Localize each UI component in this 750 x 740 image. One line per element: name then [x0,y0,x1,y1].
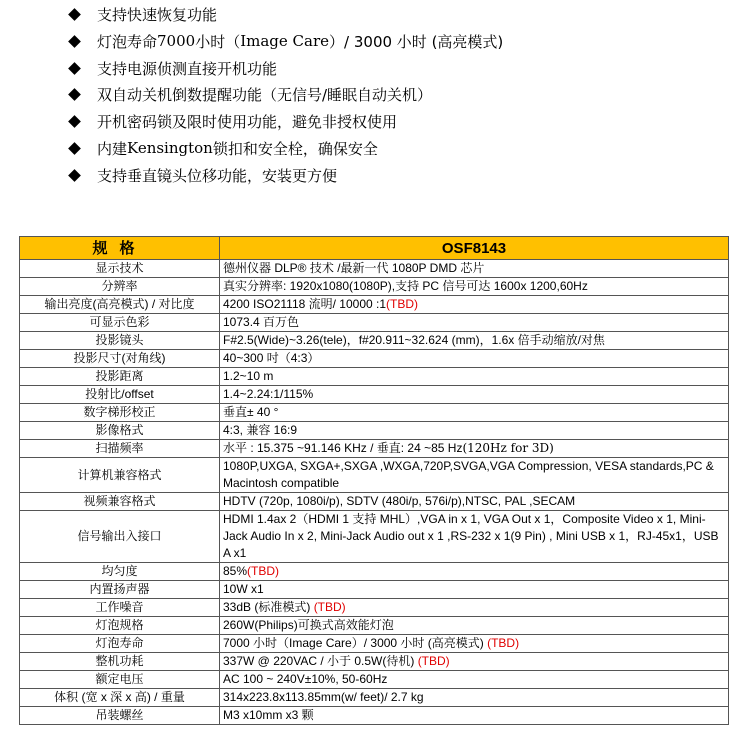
spec-value-cell [220,440,729,458]
tbd-note: (TBD) [487,636,520,650]
spec-value: 7000 小时（Image Care）/ 3000 小时 (高亮模式) [223,636,488,650]
spec-row [20,440,729,458]
feature-text: 双自动关机倒数提醒功能（无信号/睡眠自动关机） [97,85,433,104]
feature-text-mid: 小时（ [195,32,241,51]
spec-row [20,422,729,440]
spec-value: 1.2~10 m [223,369,274,383]
spec-value: 40~300 吋（4:3） [223,351,320,365]
diamond-bullet-icon [68,115,81,128]
spec-row [20,386,729,404]
feature-text-prefix: 内建 [97,139,128,158]
feature-text: 支持垂直镜头位移功能，安装更方便 [97,166,338,185]
spec-key: 整机功耗 [20,653,220,671]
spec-row [20,671,729,689]
feature-text: 支持电源侦测直接开机功能 [97,59,278,78]
spec-row [20,599,729,617]
spec-value: 1.4~2.24:1/115% [223,387,314,401]
spec-row [20,350,729,368]
feature-text-serif: Kensington [127,139,213,157]
tbd-note: (TBD) [386,297,419,311]
spec-row [20,511,729,563]
spec-value-cell [220,368,729,386]
spec-value: 260W(Philips)可换式高效能灯泡 [223,618,394,632]
feature-text-serif: 7000 [157,32,196,50]
spec-row [20,278,729,296]
spec-key: 吊装螺丝 [20,707,220,725]
spec-value-cell [220,404,729,422]
spec-value-cell [220,653,729,671]
tbd-note: (TBD) [313,600,346,614]
feature-item [66,56,277,80]
spec-value-cell [220,563,729,581]
spec-value-cell [220,260,729,278]
spec-key: 均匀度 [20,563,220,581]
spec-key: 灯泡寿命 [20,635,220,653]
spec-key: 投影距离 [20,368,220,386]
spec-value-cell [220,278,729,296]
spec-value-cell [220,599,729,617]
spec-value-cell [220,671,729,689]
spec-value: HDTV (720p, 1080i/p), SDTV (480i/p, 576i/p),NTSC, PAL ,SECAM [223,494,576,508]
spec-value: 德州仪器 DLP® 技术 /最新一代 1080P DMD 芯片 [223,261,485,275]
feature-item [66,82,432,106]
feature-item [66,163,337,187]
spec-value-cell [220,458,729,493]
spec-row [20,404,729,422]
spec-value: HDMI 1.4ax 2（HDMI 1 支持 MHL）,VGA in x 1, VGA Out x 1，Composite Video x 1, Mini-Jack Audio In x 2, Mini-Jack Audio out x 1 ,RS-232 x 1(9 Pin) , Mini USB x 1，RJ-45x1，USB A x1 [223,512,719,560]
spec-value: AC 100 ~ 240V±10%, 50-60Hz [223,672,388,686]
spec-row [20,296,729,314]
spec-value: 4:3, 兼容 16:9 [223,423,298,437]
spec-row [20,368,729,386]
feature-item [66,29,503,53]
spec-row [20,260,729,278]
spec-value-cell [220,689,729,707]
tbd-note: (TBD) [247,564,280,578]
feature-text-prefix: 灯泡寿命 [97,32,158,51]
spec-row [20,563,729,581]
spec-row [20,458,729,493]
spec-value-cell [220,332,729,350]
tbd-note: (TBD) [417,654,450,668]
spec-key: 显示技术 [20,260,220,278]
spec-key: 体积 (宽 x 深 x 高) / 重量 [20,689,220,707]
feature-text-serif: Image Care [240,32,330,50]
diamond-bullet-icon [68,35,81,48]
spec-value: 1080P,UXGA, SXGA+,SXGA ,WXGA,720P,SVGA,VGA Compression, VESA standards,PC & Macintosh compatible [223,459,714,490]
spec-row [20,689,729,707]
spec-value-cell [220,635,729,653]
spec-value-cell [220,386,729,404]
spec-row [20,493,729,511]
spec-row [20,653,729,671]
diamond-bullet-icon [68,142,81,155]
spec-key: 工作噪音 [20,599,220,617]
spec-key: 扫描频率 [20,440,220,458]
diamond-bullet-icon [68,8,81,21]
feature-text: 支持快速恢复功能 [97,5,218,24]
spec-row [20,635,729,653]
spec-value: 垂直± 40 ° [223,405,279,419]
spec-row [20,617,729,635]
spec-header-label: 规格 [20,237,220,260]
spec-header-model: OSF8143 [220,237,729,260]
spec-value-cell [220,296,729,314]
feature-text: 开机密码锁及限时使用功能，避免非授权使用 [97,112,398,131]
spec-value-cell [220,581,729,599]
feature-text-suffix: 锁扣和安全栓，确保安全 [212,139,378,158]
diamond-bullet-icon [68,88,81,101]
spec-table [19,236,729,725]
spec-key: 投射比/offset [20,386,220,404]
spec-key: 可显示色彩 [20,314,220,332]
spec-value-cell [220,493,729,511]
diamond-bullet-icon [68,169,81,182]
spec-value-cell [220,422,729,440]
spec-value: 85% [223,564,248,578]
spec-key: 灯泡规格 [20,617,220,635]
spec-value: 33dB (标准模式) [223,600,314,614]
spec-value-extra: (120Hz for 3D) [462,441,554,455]
spec-value: M3 x10mm x3 颗 [223,708,314,722]
spec-value: 1073.4 百万色 [223,315,300,329]
spec-value: 真实分辨率: 1920x1080(1080P),支持 PC 信号可达 1600x 1200,60Hz [223,279,588,293]
spec-key: 输出亮度(高亮模式) / 对比度 [20,296,220,314]
spec-value: 314x223.8x113.85mm(w/ feet)/ 2.7 kg [223,690,424,704]
spec-row [20,314,729,332]
feature-item [66,109,397,133]
spec-value: 10W x1 [223,582,264,596]
spec-value-cell [220,617,729,635]
spec-value-cell [220,707,729,725]
spec-value: F#2.5(Wide)~3.26(tele)，f#20.911~32.624 (mm)，1.6x 倍手动缩放/对焦 [223,333,605,347]
spec-header-row [20,237,729,260]
spec-key: 投影尺寸(对角线) [20,350,220,368]
spec-value-cell [220,350,729,368]
spec-value: 337W @ 220VAC / 小于 0.5W(待机) [223,654,418,668]
feature-item [66,2,217,26]
spec-row [20,707,729,725]
feature-item [66,136,378,160]
feature-text-suffix: ）/ 3000 小时 (高亮模式) [329,32,504,51]
spec-row [20,581,729,599]
spec-value-cell [220,511,729,563]
spec-row [20,332,729,350]
spec-key: 投影镜头 [20,332,220,350]
spec-key: 分辨率 [20,278,220,296]
spec-key: 额定电压 [20,671,220,689]
diamond-bullet-icon [68,62,81,75]
spec-key: 影像格式 [20,422,220,440]
spec-key: 数字梯形校正 [20,404,220,422]
spec-value: 4200 ISO21118 流明/ 10000 :1 [223,297,387,311]
spec-value: 水平 : 15.375 ~91.146 KHz / 垂直: 24 ~85 Hz [223,441,463,455]
spec-key: 内置扬声器 [20,581,220,599]
spec-key: 信号输出入接口 [20,511,220,563]
spec-key: 视频兼容格式 [20,493,220,511]
spec-value-cell [220,314,729,332]
spec-key: 计算机兼容格式 [20,458,220,493]
